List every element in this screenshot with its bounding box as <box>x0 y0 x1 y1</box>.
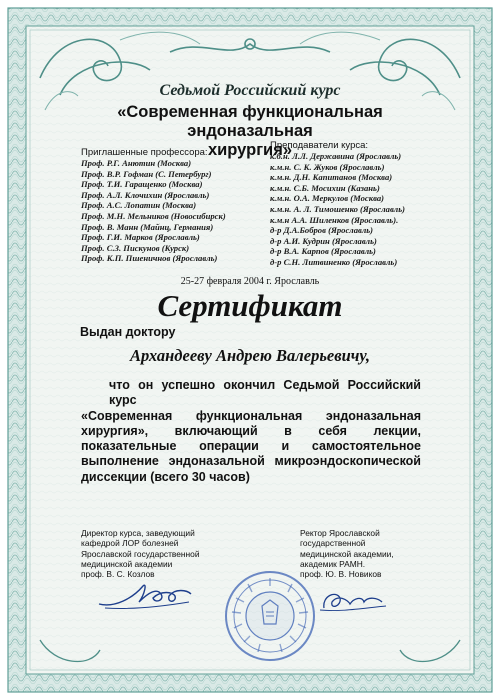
teacher-item: к.м.н А.А. Шиленков (Ярославль). <box>270 214 399 225</box>
teachers-list <box>270 151 405 268</box>
professor-item: Проф. А.С. Лопатин (Москва) <box>81 200 197 211</box>
signatory-left-line: кафедрой ЛОР болезней <box>81 538 179 549</box>
teacher-item: к.м.н. С. К. Жуков (Ярославль) <box>270 161 385 172</box>
course-series-heading: Седьмой Российский курс <box>159 82 341 99</box>
body-line: показательные операции и самостоятельное <box>81 439 421 454</box>
issued-to-label: Выдан доктору <box>80 325 176 339</box>
body-line: диссекции (всего 30 часов) <box>81 469 250 484</box>
teachers-heading: Преподаватели курса: <box>270 140 369 151</box>
professor-item: Проф. В. Манн (Майнц, Германия) <box>81 221 214 232</box>
professor-item: Проф. А.Л. Клочихин (Ярославль) <box>81 189 210 200</box>
teacher-item: к.б.н. Л.Л. Державина (Ярославль) <box>270 151 402 161</box>
date-location: 25-27 февраля 2004 г. Ярославль <box>180 276 320 287</box>
professors-list <box>81 158 226 264</box>
signatory-left <box>81 528 241 579</box>
professors-heading: Приглашенные профессора: <box>81 147 208 158</box>
signatory-right-line: медицинской академии, <box>300 548 394 559</box>
course-title-line-1: «Современная функциональная эндоназальная <box>117 103 383 140</box>
signatory-right-line: Ректор Ярославской <box>300 528 380 538</box>
professor-item: Проф. С.З. Пискунов (Курск) <box>81 242 190 253</box>
signature-right <box>318 586 388 616</box>
signatory-right <box>300 528 450 579</box>
body-line: выполнение эндоназальной микроэндоскопической <box>81 454 421 469</box>
teacher-item: д-р А.И. Кудрин (Ярославль) <box>270 235 377 246</box>
body-line: «Современная функциональная эндоназальная <box>81 408 421 423</box>
professor-item: Проф. В.Р. Гофман (С. Петербург) <box>81 168 212 179</box>
teacher-item: к.м.н. С.Б. Мосихин (Казань) <box>270 182 380 193</box>
teacher-item: д-р Д.А.Бобров (Ярославль) <box>270 225 374 236</box>
signature-left <box>95 578 195 614</box>
signatory-right-line: академик РАМН. <box>300 558 366 569</box>
signatory-left-line: Ярославской государственной <box>81 548 200 559</box>
signatory-right-line: проф. Ю. В. Новиков <box>300 569 382 580</box>
professor-item: Проф. Г.И. Марков (Ярославль) <box>81 232 200 243</box>
teacher-item: д-р С.Н. Литвиненко (Ярославль) <box>270 256 398 267</box>
teacher-item: к.м.н. О.А. Меркулов (Москва) <box>270 193 385 204</box>
professor-item: Проф. Т.И. Гаращенко (Москва) <box>81 179 203 190</box>
professor-item: Проф. Р.Г. Анютин (Москва) <box>81 158 192 168</box>
signatory-left-line: Директор курса, заведующий <box>81 528 195 538</box>
teacher-item: к.м.н. А. Л. Тимошенко (Ярославль) <box>270 203 405 214</box>
signatory-left-line: медицинской академии <box>81 558 173 569</box>
official-seal <box>222 568 318 664</box>
signatory-left-line: проф. В. С. Козлов <box>81 569 155 580</box>
recipient-name: Архандееву Андрею Валерьевичу, <box>129 346 371 365</box>
body-line: хирургия», включающий в себя лекции, <box>81 423 421 438</box>
body-line: что он успешно окончил Седьмой Российский курс <box>109 378 421 408</box>
course-title-line-2: хирургия» <box>207 141 293 159</box>
teacher-item: д-р В.А. Карпов (Ярославль) <box>270 246 376 257</box>
professor-item: Проф. М.Н. Мельников (Новосибирск) <box>81 210 226 221</box>
professor-item: Проф. К.П. Пшеничнов (Ярославль) <box>81 253 218 264</box>
signatory-right-line: государственной <box>300 538 366 549</box>
certificate-title: Сертификат <box>157 288 343 323</box>
teacher-item: к.м.н. Д.Н. Капитанов (Москва) <box>270 172 393 183</box>
certificate-body <box>81 378 421 485</box>
